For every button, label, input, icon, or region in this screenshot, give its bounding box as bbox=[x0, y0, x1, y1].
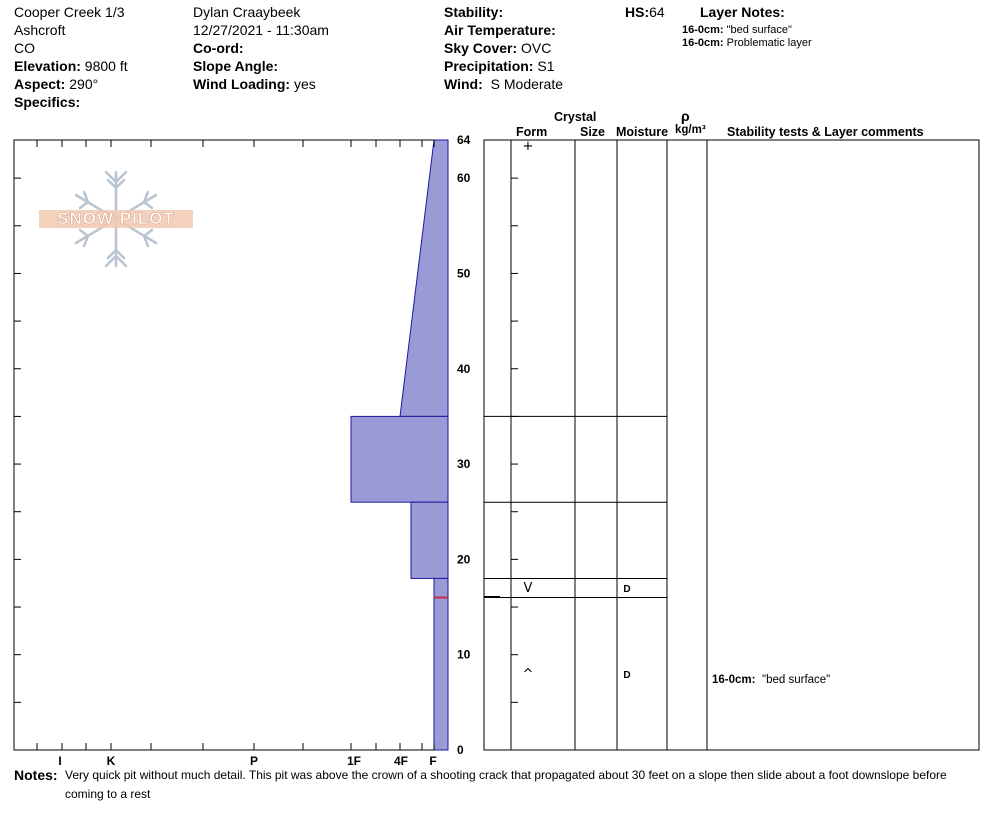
hardness-tick-label: 1F bbox=[346, 754, 362, 768]
coord-label: Co-ord: bbox=[193, 40, 244, 56]
notes-text: Very quick pit without much detail. This pit was above the crown of a shooting crack that propagated about 30 feet on a slope then slide about a foot downslope before coming to a rest bbox=[65, 768, 947, 801]
slope-angle-label: Slope Angle: bbox=[193, 58, 279, 74]
layer-note-depth: 16-0cm: bbox=[682, 37, 724, 49]
depth-tick-label: 40 bbox=[457, 361, 471, 376]
density-unit-header: kg/m³ bbox=[675, 124, 706, 136]
hs-value: 64 bbox=[649, 4, 665, 20]
sky-cover-value: OVC bbox=[521, 40, 552, 56]
elevation-label: Elevation: bbox=[14, 58, 81, 74]
aspect-value: 290° bbox=[69, 76, 99, 92]
wind-label: Wind: bbox=[444, 76, 483, 92]
depth-tick-label: 10 bbox=[457, 647, 471, 662]
grain-form-symbol: + bbox=[522, 139, 534, 154]
hardness-layer bbox=[434, 598, 448, 751]
precipitation-label: Precipitation: bbox=[444, 58, 534, 74]
area-name: Ashcroft bbox=[14, 22, 66, 38]
location-name: Cooper Creek 1/3 bbox=[14, 4, 125, 20]
hardness-layer bbox=[351, 416, 448, 502]
depth-tick-label: 50 bbox=[457, 266, 471, 281]
observation-datetime: 12/27/2021 - 11:30am bbox=[193, 22, 329, 38]
depth-tick-label: 60 bbox=[457, 171, 471, 186]
layer-comment-depth: 16-0cm: bbox=[712, 673, 756, 686]
grain-form-symbol: V bbox=[523, 580, 533, 596]
hardness-tick-label: I bbox=[58, 754, 62, 768]
notes-label: Notes: bbox=[14, 767, 58, 783]
grain-form-symbol: ^ bbox=[522, 666, 534, 682]
layer-table-frame bbox=[484, 140, 979, 750]
hardness-layer bbox=[400, 140, 448, 416]
sky-cover-label: Sky Cover: bbox=[444, 40, 518, 56]
wind-loading-value: yes bbox=[293, 76, 316, 92]
moisture-value: D bbox=[623, 583, 631, 595]
aspect-label: Aspect: bbox=[14, 76, 66, 92]
hs-label: HS: bbox=[625, 4, 650, 20]
state-name: CO bbox=[14, 40, 35, 56]
air-temp-label: Air Temperature: bbox=[444, 22, 556, 38]
size-header: Size bbox=[580, 125, 606, 139]
depth-tick-label: 30 bbox=[457, 457, 471, 472]
moisture-header: Moisture bbox=[616, 125, 669, 139]
specifics-label: Specifics: bbox=[14, 94, 81, 110]
observer-name: Dylan Craaybeek bbox=[193, 4, 301, 20]
hardness-layer bbox=[434, 578, 448, 597]
stability-tests-header: Stability tests & Layer comments bbox=[727, 125, 924, 139]
wind-value: S Moderate bbox=[490, 76, 564, 92]
layer-note-text: Problematic layer bbox=[726, 37, 812, 49]
depth-tick-label: 20 bbox=[457, 552, 471, 567]
hardness-tick-label: K bbox=[106, 754, 116, 768]
rho-header: ρ bbox=[681, 108, 690, 124]
form-header: Form bbox=[516, 125, 548, 139]
moisture-value: D bbox=[623, 669, 631, 681]
layer-note-text: "bed surface" bbox=[726, 24, 792, 36]
layer-comment-text: "bed surface" bbox=[762, 673, 831, 686]
stability-label: Stability: bbox=[444, 4, 504, 20]
precipitation-value: S1 bbox=[537, 58, 555, 74]
layer-note-depth: 16-0cm: bbox=[682, 24, 724, 36]
depth-tick-label: 0 bbox=[457, 743, 464, 757]
layer-notes-title: Layer Notes: bbox=[700, 4, 785, 20]
elevation-value: 9800 ft bbox=[84, 58, 128, 74]
crystal-header: Crystal bbox=[554, 110, 597, 124]
hardness-tick-label: F bbox=[429, 754, 437, 768]
hardness-tick-label: P bbox=[249, 754, 259, 768]
hardness-tick-label: 4F bbox=[393, 754, 409, 768]
logo-text: SNOW PILOT bbox=[57, 209, 175, 228]
wind-loading-label: Wind Loading: bbox=[193, 76, 291, 92]
hardness-layer bbox=[411, 502, 448, 578]
depth-tick-label: 64 bbox=[457, 133, 471, 147]
